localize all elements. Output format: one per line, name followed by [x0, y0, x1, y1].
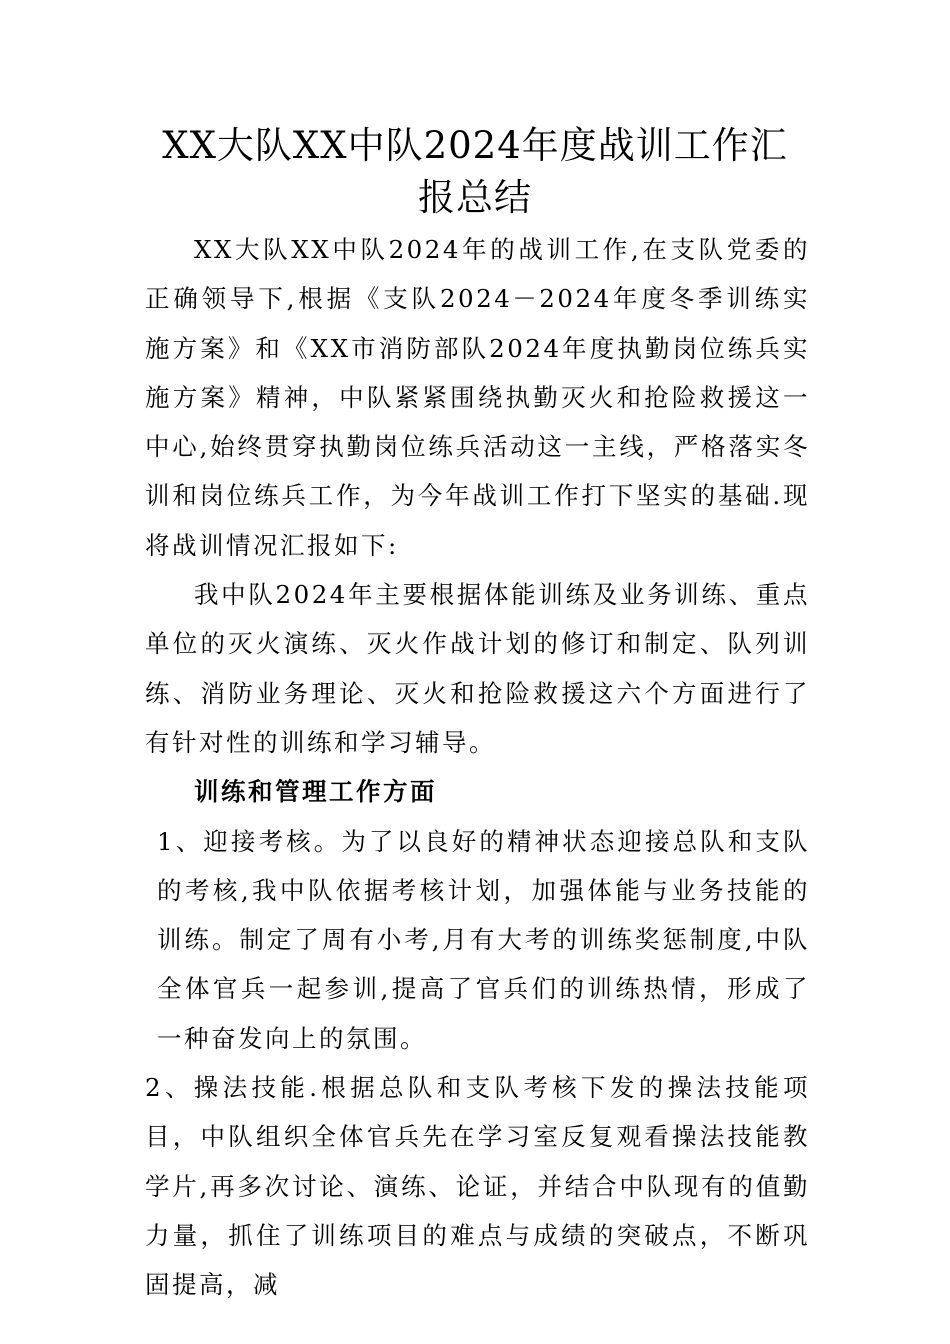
list-item-assessment: 1、迎接考核。为了以良好的精神状态迎接总队和支队的考核,我中队依据考核计划，加强体能与业务技能的训练。制定了周有小考,月有大考的训练奖惩制度,中队全体官兵一起参训,提高了官兵们的训练热情，形成了一种奋发向上的氛围。 [157, 826, 810, 1053]
intro-paragraph: XX大队XX中队2024年的战训工作,在支队党委的正确领导下,根据《支队2024－2024年度冬季训练实施方案》和《XX市消防部队2024年度执勤岗位练兵实施方案》精神，中队紧紧围绕执勤灭火和抢险救援这一中心,始终贯穿执勤岗位练兵活动这一主线，严格落实冬训和岗位练兵工作，为今年战训工作打下坚实的基础.现将战训情况汇报如下: [145, 235, 810, 560]
section-heading: 训练和管理工作方面 [194, 777, 437, 807]
overview-paragraph: 我中队2024年主要根据体能训练及业务训练、重点单位的灭火演练、灭火作战计划的修订和制定、队列训练、消防业务理论、灭火和抢险救援这六个方面进行了有针对性的训练和学习辅导。 [145, 580, 810, 757]
document-body [145, 225, 810, 1310]
list-item-drill-skills: 2、操法技能.根据总队和支队考核下发的操法技能项目，中队组织全体官兵先在学习室反复观看操法技能教学片,再多次讨论、演练、论证，并结合中队现有的值勤力量，抓住了训练项目的难点与成绩的突破点，不断巩固提高，减 [145, 1073, 810, 1300]
document-title: XX大队XX中队2024年度战训工作汇报总结 [162, 124, 788, 219]
